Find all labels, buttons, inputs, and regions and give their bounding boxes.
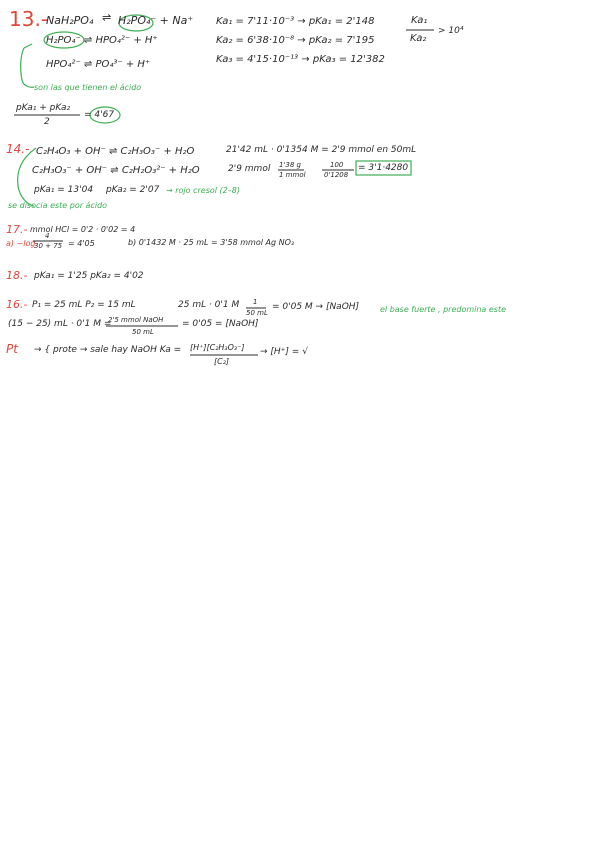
p16-line2-frac-num: 2'5 mmol NaOH [108,316,164,324]
p14-frac1-num: 1'38 g [279,161,301,169]
p16-frac-num: 1 [253,298,258,306]
pt-line: → { prote → sale hay NaOH Ka = [34,345,182,355]
p14-indicator-note: → rojo cresol (2–8) [166,186,240,195]
p17-frac-num: 4 [45,232,50,240]
p18-line: pKa₁ = 1'25 pKa₂ = 4'02 [34,271,144,281]
problem-14-number: 14.- [6,142,30,156]
p13-eq1-left: NaH₂PO₄ [46,14,94,27]
p17-line2-b: b) 0'1432 M · 25 mL = 3'58 mmol Ag NO₃ [128,238,295,247]
p13-ka3: Ka₃ = 4'15·10⁻¹³ → pKa₃ = 12'382 [216,54,385,65]
problem-16-number: 16.- [6,298,28,311]
pt-frac-den: [C₂] [214,357,230,366]
p14-calc1: 21'42 mL · 0'1354 M = 2'9 mmol en 50mL [226,145,417,155]
p14-eq1: C₂H₄O₃ + OH⁻ ⇌ C₂H₃O₃⁻ + H₂O [36,146,195,157]
p14-calc2-result: = 3'1·4280 [358,163,409,173]
p13-note: son las que tienen el ácido [34,83,142,92]
p16-line1-note: el base fuerte , predomina este [380,305,507,314]
p14-pka2: pKa₂ = 2'07 [106,185,160,195]
p14-pka1: pKa₁ = 13'04 [34,185,94,195]
p14-frac2-den: 0'1208 [324,171,349,179]
bracket-note-arrow [21,48,34,87]
p13-eq1-right: H₂PO₄⁻ + Na⁺ [118,14,194,27]
p14-frac2-num: 100 [330,161,344,169]
problem-13-number: 13.- [9,7,49,31]
p16-line2-frac-den: 50 mL [132,328,154,336]
p13-mean-den: 2 [44,117,50,127]
equilibrium-arrow-icon: ⇌ [102,11,112,24]
problem-17-number: 17.- [6,223,28,236]
p17-line2-a-end: = 4'05 [68,239,95,248]
p14-eq2: C₂H₃O₃⁻ + OH⁻ ⇌ C₂H₂O₃²⁻ + H₂O [32,165,200,176]
p16-frac-den: 50 mL [246,309,268,317]
p13-eq3: HPO₄²⁻ ⇌ PO₄³⁻ + H⁺ [46,59,151,70]
p16-line1-a: P₁ = 25 mL P₂ = 15 mL [32,300,136,310]
pt-label: Pt [6,342,18,356]
problem-18-number: 18.- [6,269,28,282]
p14-frac1-den: 1 mmol [279,171,306,179]
p13-ratio-den: Ka₂ [410,33,427,44]
p14-calc2-pre: 2'9 mmol [228,164,271,174]
bracket-14 [18,148,36,206]
pt-frac-num: [H⁺][C₂H₃O₃⁻] [190,343,245,352]
p13-ka2: Ka₂ = 6'38·10⁻⁸ → pKa₂ = 7'195 [216,35,375,46]
p16-line1-b: 25 mL · 0'1 M [178,300,240,310]
p17-line2-a: a) −log [6,239,36,248]
p16-line1-c: = 0'05 M → [NaOH] [272,302,360,312]
p13-eq2: H₂PO₄⁻ ⇌ HPO₄²⁻ + H⁺ [46,35,158,46]
p13-mean-result: = 4'67 [84,110,115,120]
p17-line1: mmol HCl = 0'2 · 0'02 = 4 [30,225,136,234]
p13-mean-num: pKa₁ + pKa₂ [16,103,71,113]
pt-end: → [H⁺] = √ [260,347,308,357]
p14-note: se disocia este por ácido [8,201,108,210]
p13-ka1: Ka₁ = 7'11·10⁻³ → pKa₁ = 2'148 [216,16,375,27]
p17-frac-den: 30 + 75 [34,242,63,250]
p16-line2-b: = 0'05 = [NaOH] [182,319,259,329]
p13-ratio-result: > 10⁴ [438,26,464,36]
p13-ratio-num: Ka₁ [411,15,428,26]
p16-line2-a: (15 − 25) mL · 0'1 M = [8,319,112,329]
